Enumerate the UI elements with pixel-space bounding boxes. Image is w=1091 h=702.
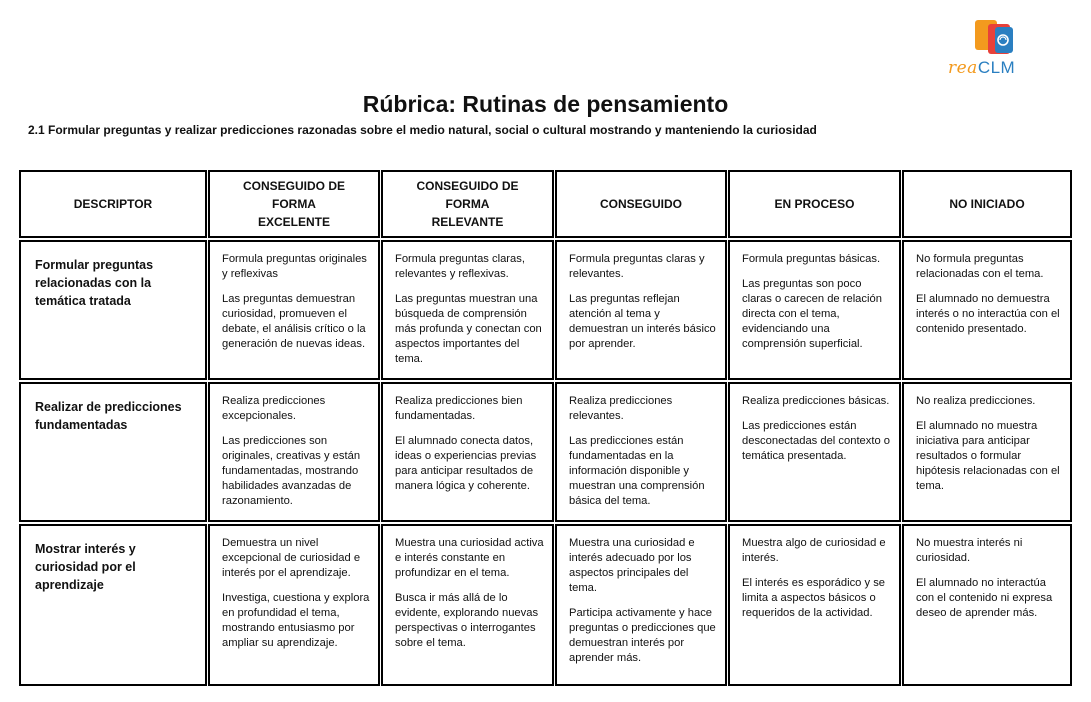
criterion-text: El alumnado conecta datos, ideas o experiencias previas para anticipar resultados de manera lógica y coherente. <box>395 435 537 492</box>
criterion-text: Formula preguntas originales y reflexivas <box>222 253 367 280</box>
criterion-cell <box>381 382 554 522</box>
header-level-3: CONSEGUIDO <box>555 170 727 238</box>
criterion-text: No realiza predicciones. <box>916 395 1036 407</box>
page-title: Rúbrica: Rutinas de pensamiento <box>362 91 729 117</box>
criterion-text: Busca ir más allá de lo evidente, explorando nuevas perspectivas o interrogantes sobre el tema. <box>395 592 539 649</box>
descriptor-cell: Formular preguntas relacionadas con la temática tratada <box>19 240 207 380</box>
criterion-cell <box>555 240 727 380</box>
logo-text: reaCLM <box>948 58 1016 78</box>
page-subtitle: 2.1 Formular preguntas y realizar predicciones razonadas sobre el medio natural, social o cultural mostrando y manteniendo la curiosidad <box>28 123 817 137</box>
criterion-text: Formula preguntas claras y relevantes. <box>569 253 705 280</box>
criterion-cell <box>381 524 554 686</box>
criterion-text: Muestra una curiosidad e interés adecuado por los aspectos principales del tema. <box>569 537 695 594</box>
criterion-cell <box>728 382 901 522</box>
criterion-text: Investiga, cuestiona y explora en profundidad el tema, mostrando entusiasmo por ampliar su aprendizaje. <box>222 592 370 649</box>
header-level-5: NO INICIADO <box>902 170 1072 238</box>
criterion-text: Las preguntas reflejan atención al tema y demuestran un interés básico por aprender. <box>569 293 716 350</box>
criterion-text: Realiza predicciones básicas. <box>742 395 890 407</box>
criterion-text: Las preguntas demuestran curiosidad, promueven el debate, el análisis crítico o la generación de nuevas ideas. <box>222 293 366 350</box>
criterion-text: No muestra interés ni curiosidad. <box>916 537 1023 564</box>
criterion-cell <box>208 524 380 686</box>
criterion-text: Las predicciones están desconectadas del contexto o temática presentada. <box>742 420 891 462</box>
criterion-text: Muestra algo de curiosidad e interés. <box>742 537 886 564</box>
criterion-cell <box>902 524 1072 686</box>
criterion-text: El alumnado no muestra iniciativa para anticipar resultados o formular hipótesis relacionadas con el tema. <box>916 420 1060 492</box>
descriptor-cell: Realizar de predicciones fundamentadas <box>19 382 207 522</box>
criterion-cell <box>902 240 1072 380</box>
criterion-text: El interés es esporádico y se limita a aspectos básicos o requeridos de la actividad. <box>742 577 886 619</box>
criterion-cell <box>902 382 1072 522</box>
descriptor-cell: Mostrar interés y curiosidad por el aprendizaje <box>19 524 207 686</box>
criterion-cell <box>555 524 727 686</box>
header-level-2: CONSEGUIDO DE FORMA RELEVANTE <box>381 170 554 238</box>
header-level-4: EN PROCESO <box>728 170 901 238</box>
criterion-text: Realiza predicciones excepcionales. <box>222 395 326 422</box>
criterion-text: El alumnado no interactúa con el contenido ni expresa deseo de aprender más. <box>916 577 1053 619</box>
header-level-1: CONSEGUIDO DE FORMA EXCELENTE <box>208 170 380 238</box>
criterion-text: Demuestra un nivel excepcional de curiosidad e interés por el aprendizaje. <box>222 537 361 579</box>
criterion-text: Realiza predicciones bien fundamentadas. <box>395 395 523 422</box>
criterion-text: Muestra una curiosidad activa e interés constante en profundizar en el tema. <box>395 537 544 579</box>
criterion-cell <box>555 382 727 522</box>
criterion-text: Las predicciones están fundamentadas en la información disponible y muestran una comprensión básica del tema. <box>569 435 705 507</box>
criterion-text: Las preguntas muestran una búsqueda de comprensión más profunda y conectan con aspectos importantes del tema. <box>395 293 542 365</box>
criterion-cell <box>208 382 380 522</box>
criterion-text: Las predicciones son originales, creativas y están fundamentadas, mostrando habilidades avanzadas de razonamiento. <box>222 435 361 507</box>
header-descriptor: DESCRIPTOR <box>19 170 207 238</box>
criterion-cell <box>208 240 380 380</box>
criterion-text: Participa activamente y hace preguntas o predicciones que demuestran interés por aprender más. <box>569 607 716 664</box>
criterion-cell <box>728 240 901 380</box>
criterion-text: Formula preguntas básicas. <box>742 253 881 265</box>
criterion-text: Las preguntas son poco claras o carecen de relación directa con el tema, evidenciando una comprensión superficial. <box>742 278 882 350</box>
criterion-cell <box>728 524 901 686</box>
criterion-text: No formula preguntas relacionadas con el tema. <box>916 253 1044 280</box>
criterion-text: El alumnado no demuestra interés o no interactúa con el contenido presentado. <box>916 293 1060 335</box>
criterion-text: Realiza predicciones relevantes. <box>569 395 673 422</box>
criterion-cell <box>381 240 554 380</box>
criterion-text: Formula preguntas claras, relevantes y reflexivas. <box>395 253 525 280</box>
